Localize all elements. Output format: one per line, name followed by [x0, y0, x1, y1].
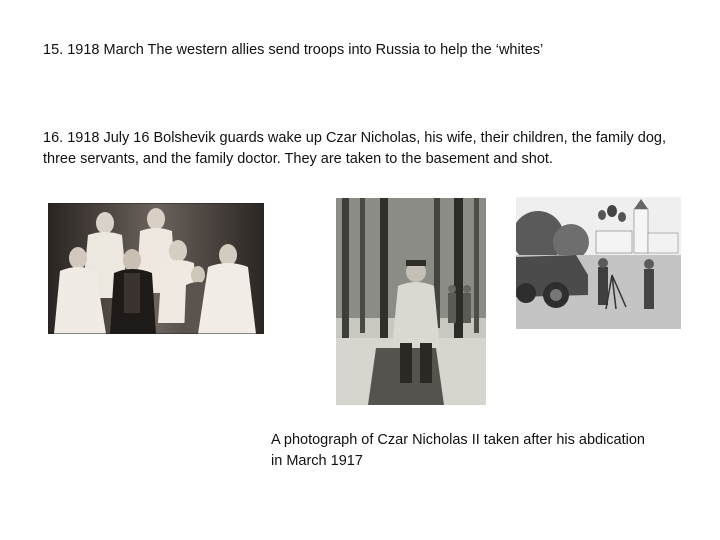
family-portrait-photo	[48, 203, 264, 334]
timeline-item-16	[43, 128, 683, 170]
item-text: 1918 March The western allies send troops into Russia to help the ‘whites’	[67, 42, 544, 58]
item-text: 1918 July 16 Bolshevik guards wake up Czar Nicholas, his wife, their children, the family dog, three servants, and the family doctor. They are taken to the basement and shot.	[43, 130, 667, 167]
nicholas-stump-photo	[336, 198, 486, 405]
car-church-photo	[516, 197, 681, 329]
item-number: 16.	[43, 130, 64, 146]
timeline-item-15	[43, 40, 683, 61]
item-number: 15.	[43, 42, 64, 58]
photo-caption: A photograph of Czar Nicholas II taken after his abdication in March 1917	[271, 432, 645, 469]
